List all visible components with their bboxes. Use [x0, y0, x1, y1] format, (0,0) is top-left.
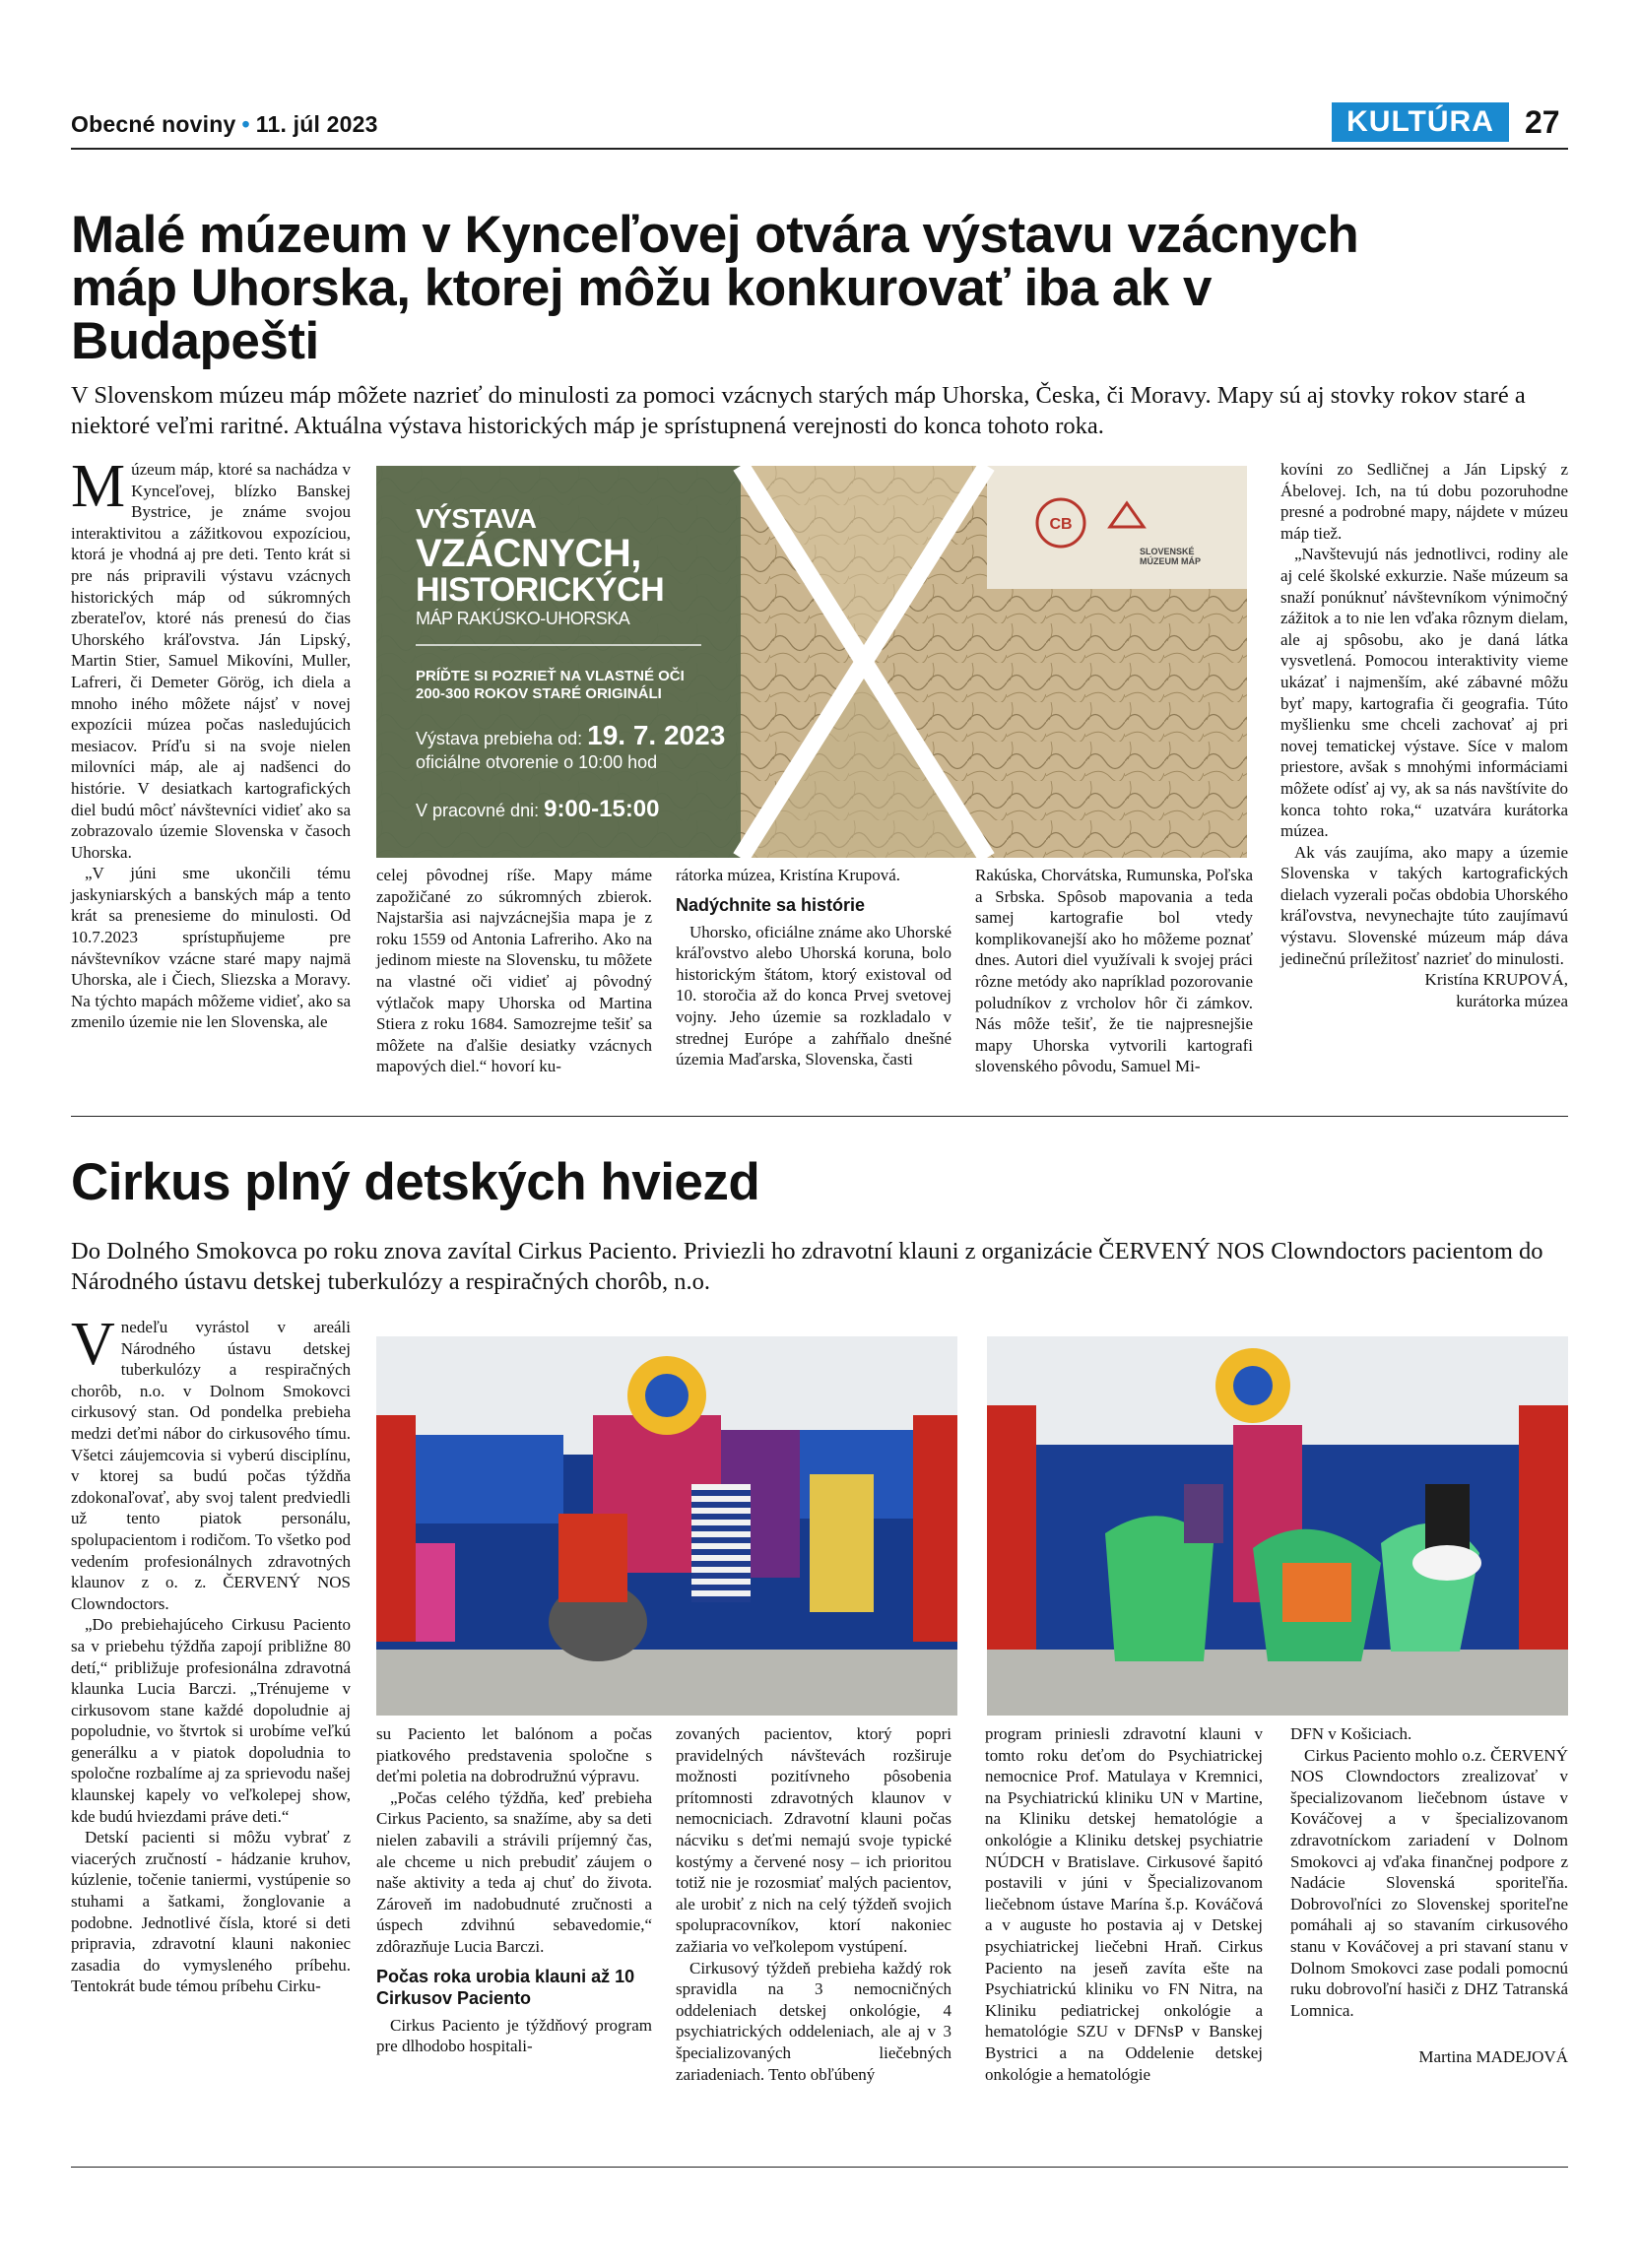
paragraph: Rakúska, Chorvátska, Rumunska, Poľska a Srbska. Spôsob mapovania a teda samej kartografie bol vtedy komplikovanejší ako ho môžeme poznať dnes. Autori diel využívali k svojej práci rôzne metódy ako napríklad pozorovanie poludníkov z vrcholov hôr či zámkov. Nás môže tešiť, že tie najpresnejšie mapy Uhorska vytvorili kartografi slovenského pôvodu, Samuel Mi-: [975, 866, 1253, 1076]
article1-col5: [1280, 459, 1568, 1011]
paper-name: Obecné noviny: [71, 111, 236, 137]
poster-sub-line: 200-300 ROKOV STARÉ ORIGINÁLI: [416, 685, 662, 702]
poster-title-line: VZÁCNYCH,: [416, 531, 641, 575]
paragraph: rátorka múzea, Kristína Krupová.: [676, 866, 900, 884]
museum-logo-text: SLOVENSKÉ MÚZEUM MÁP: [1140, 547, 1201, 566]
article1-col3: [676, 865, 951, 1070]
article2-subhead: Počas roka urobia klauni až 10 Cirkusov Paciento: [376, 1966, 635, 2008]
poster-date: [416, 720, 726, 774]
paragraph: „Počas celého týždňa, keď prebieha Cirkus Paciento, sa snažíme, aby sa deti nielen zabavili a strávili príjemný čas, ale chceme u nich prebudiť záujem o naše aktivity a teda aj chuť do života. Zároveň im nadobudnuté zručnosti a úspech zdvihnú sebavedomie,“ zdôrazňuje Lucia Barczi.: [376, 1787, 652, 1956]
circus-photo-2-graphic: [987, 1336, 1568, 1716]
article1-subhead: Nadýchnite sa histórie: [676, 894, 866, 915]
issue-date: 11. júl 2023: [255, 111, 378, 137]
poster-opening: oficiálne otvorenie o 10:00 hod: [416, 752, 658, 772]
page-number: 27: [1525, 104, 1560, 140]
paragraph: nedeľu vyrástol v areáli Národného ústavu detskej tuberkulózy a respiračných chorôb, n.o. v Dolnom Smokovci cirkusový stan. Od pondelka prebieha medzi deťmi nábor do cirkusového tímu. Všetci záujemcovia si vyberú disciplínu, v ktorej sa budú počas týždňa zdokonaľovať, aby svoj talent predviedli už tento piatok personálu, spolupacientom i rodičom. To všetko pod vedením profesionálnych zdravotných klaunov z o. z. ČERVENÝ NOS Clowndoctors.: [71, 1318, 351, 1613]
paragraph: Uhorsko, oficiálne známe ako Uhorské kráľovstvo alebo Uhorská koruna, bolo historickým štátom, ktorý existoval od 10. storočia až do konca Prvej svetovej vojny. Jeho územie sa rozkladalo v strednej Európe a zahŕňalo dnešné územia Maďarska, Slovenska, časti: [676, 922, 951, 1069]
paragraph: Detskí pacienti si môžu vybrať z viacerých zručností - hádzanie kruhov, kúzlenie, točenie taniermi, vystúpenie so stuhami a šatkami, žonglovanie a podobne. Jednotlivé čísla, ktoré si deti pripravia, zdravotní klauni nakoniec zasadia do vymysleného príbehu. Tentokrát bude témou príbehu Cirku-: [71, 1828, 351, 1996]
svg-text:CB: CB: [1049, 516, 1073, 533]
article-separator: [71, 1116, 1568, 1117]
article1-col2: [376, 865, 652, 1077]
paragraph: úzeum máp, ktoré sa nachádza v Kynceľovej, blízko Banskej Bystrice, je známe svojou interaktivitou a zážitkovou expozíciou, ktorá je vhodná aj pre deti. Tento krát si pre nás pripravili výstavu vzácnych historických máp od súkromných zberateľov, ktoré nás prenesú do čias Uhorského kráľovstva. Ján Lipský, Martin Stier, Samuel Mikovíni, Muller, Lafreri, či Demeter Görög, ich diela a mnoho iného môžete nájsť v novej expozícii múzea počas nasledujúcich mesiacov. Príďu si na svoje nielen milovníci máp, ale aj nadšenci do histórie. V desiatkach kartografických diel budú môcť návštevníci vidieť ako sa zobrazovalo územie Slovenska v časoch Uhorska.: [71, 460, 351, 862]
author-name: Martina MADEJOVÁ: [1418, 2047, 1568, 2067]
paragraph: „Navštevujú nás jednotlivci, rodiny ale aj celé školské exkurzie. Naše múzeum sa snaží ponúknuť návštevníkom výnimočný zážitok a to nie len vďaka rôznym dielam, ale aj spôsobu, ako je daná látka vysvetlená. Pomocou interaktivity vieme ukázať i najmenším, aké zábavné môžu byť mapy, kartografia či geografia. Túto myšlienku sme chceli zachovať aj pri novej tematickej výstave. Síce v malom priestore, avšak s mnohými informáciami môžete odísť aj vy, ak sa nás navštívite do konca tohto roka,“ uzatvára kurátorka múzea.: [1280, 545, 1568, 841]
poster-title-line: VÝSTAVA: [416, 503, 537, 534]
article2-col1: [71, 1311, 351, 1997]
paragraph: Cirkusový týždeň prebieha každý rok spravidla na 3 nemocničných oddeleniach detskej onkológie, 4 psychiatrických oddeleniach, ale aj v 3 špecializovaných liečebných zariadeniach. Tento obľúbený: [676, 1958, 951, 2084]
dropcap: V: [71, 1311, 115, 1378]
article1-title: Malé múzeum v Kynceľovej otvára výstavu vzácnych máp Uhorska, ktorej môžu konkurovať iba ak v Budapešti: [71, 206, 1359, 370]
article2-col4: [985, 1723, 1263, 2085]
paragraph: Ak vás zaujíma, ako mapy a územie Slovenska v takých kartografických dielach vyzerali počas obdobia Uhorského kráľovstva, nevynechajte túto zaujímavú výstavu. Slovenské múzeum máp dáva jedinečnú príležitosť nazrieť do minulosti.: [1280, 842, 1568, 968]
paragraph: program priniesli zdravotní klauni v tomto roku deťom do Psychiatrickej nemocnice Prof. Matulaya v Kremnici, na Psychiatrickú kliniku UN v Martine, na Kliniku detskej hematológie a onkológie a Kliniku detskej psychiatrie NÚDCH v Bratislave. Cirkusové šapitó postavili v júni v Špecializovanom liečebnom ústave Marína š.p. Kováčová a v auguste ho postavia aj v Detskej psychiatrickej liečebni Hraň. Cirkus Paciento na jeseň zavíta ešte na Psychiatrickú kliniku vo FN Nitra, na Kliniku pediatrickej onkológie a hematológie SZU v DFNsP v Banskej Bystrici a na Oddelenie detskej onkológie a hematológie: [985, 1724, 1263, 2084]
masthead: [71, 111, 378, 138]
paragraph: su Paciento let balónom a počas piatkového predstavenia spoločne s deťmi poletia na dobrodružnú výpravu.: [376, 1724, 652, 1786]
author-role: kurátorka múzea: [1456, 991, 1568, 1010]
article1-col4: [975, 865, 1253, 1077]
poster-title: [416, 505, 664, 627]
poster-title-line: HISTORICKÝCH: [416, 571, 665, 610]
article1-col1: [71, 453, 351, 1033]
poster-subtitle: [416, 668, 685, 703]
paragraph: celej pôvodnej ríše. Mapy máme zapožičané zo súkromných zbierok. Najstaršia asi najvzácnejšia mapa je z roku 1559 od Antonia Lafreriho. Ako na jedinom mieste na Slovensku, tu môžete na vlastné oči vidieť aj pôvodný výtlačok mapy Uhorska od Martina Stiera z roku 1684. Samozrejme tešiť sa môžete na ďalšie desiatky vzácnych mapových diel.“ hovorí ku-: [376, 866, 652, 1076]
paragraph: „V júni sme ukončili tému jaskyniarských a banských máp a tento krát sa prenesieme do minulosti. Od 10.7.2023 sprístupňujeme pre návštevníkov vzácne staré mapy najmä Uhorska, ale i Čiech, Sliezska a Moravy. Na týchto mapách môžeme vidieť, ako sa zmenilo územie nie len Slovenska, ale: [71, 864, 351, 1032]
article2-title: Cirkus plný detských hviezd: [71, 1153, 760, 1211]
article2-col2: [376, 1723, 652, 2057]
poster-hours-value: 9:00-15:00: [544, 796, 660, 822]
circus-photo-1-graphic: [376, 1336, 957, 1716]
article2-lead: Do Dolného Smokovca po roku znova zavítal Cirkus Paciento. Priviezli ho zdravotní klauni z organizácie ČERVENÝ NOS Clowndoctors pacientom do Národného ústavu detskej tuberkulózy a respiračných chorôb, n.o.: [71, 1238, 1543, 1295]
poster-title-line: MÁP RAKÚSKO-UHORSKA: [416, 609, 630, 629]
paragraph: kovíni zo Sedličnej a Ján Lipský z Ábelovej. Ich, na tú dobu pozoruhodne presné a podrobné mapy, nájdete v múzeu máp tiež.: [1280, 460, 1568, 543]
exhibition-poster: [376, 466, 1247, 858]
separator-dot: •: [241, 111, 250, 137]
paragraph: Cirkus Paciento mohlo o.z. ČERVENÝ NOS Clowndoctors zrealizovať v špecializovanom liečebnom ústave v Kováčovej a v špecializovanom zdravotníckom zariadení v Dolnom Smokovci aj vďaka finančnej podpore z Nadácie Slovenská sporiteľňa. Dobrovoľníci zo Slovenskej sporiteľne pomáhali aj so stavaním cirkusového stanu v Kováčovej a pri stavaní stanu v Dolnom Smokovci zase podali pomocnú ruku dobrovoľní hasiči z DHZ Tatranská Lomnica.: [1290, 1745, 1568, 2020]
poster-date-value: 19. 7. 2023: [587, 720, 726, 750]
dropcap: M: [71, 453, 126, 520]
paragraph: Cirkus Paciento je týždňový program pre dlhodobo hospitali-: [376, 2015, 652, 2056]
paragraph: „Do prebiehajúceho Cirkusu Paciento sa v priebehu týždňa zapojí približne 80 detí,“ približuje profesionálna zdravotná klaunka Lucia Barczi. „Trénujeme v cirkusovom stane každé dopoludnie aj popoludnie, vo štvrtok si urobíme veľkú generálku a v piatok dopoludnia to spoločne rozbalíme aj za sprievodu našej klaunskej kapely vo veľkolepej show, kde budú hviezdami práve deti.“: [71, 1615, 351, 1826]
poster-hours: [416, 796, 660, 823]
article2-col5: [1290, 1723, 1568, 2068]
circus-photo-2: [987, 1336, 1568, 1716]
paragraph: zovaných pacientov, ktorý popri pravidelných návštevách rozširuje možnosti pozitívneho pôsobenia prítomnosti zdravotných klaunov v nemocniciach. Zdravotní klauni počas nácviku s deťmi nemajú svoje typické kostýmy a červené nosy – ich prioritou totiž nie je rozosmiať malých pacientov, ale urobiť z nich na celý týždeň svojich spolupracovníkov, ktorí nakoniec zažiaria vo veľkolepom vystúpení.: [676, 1724, 951, 1956]
poster-hours-label: V pracovné dni:: [416, 801, 540, 820]
header-rule: [71, 148, 1568, 150]
poster-date-label: Výstava prebieha od:: [416, 729, 583, 748]
paragraph: DFN v Košiciach.: [1290, 1724, 1412, 1743]
article2-col3: [676, 1723, 951, 2085]
article1-lead: V Slovenskom múzeu máp môžete nazrieť do minulosti za pomoci vzácnych starých máp Uhorska, Česka, či Moravy. Mapy sú aj stovky rokov staré a niektoré veľmi raritné. Aktuálna výstava historických máp je sprístupnená verejnosti do konca tohoto roka.: [71, 382, 1526, 439]
section-badge: KULTÚRA: [1332, 102, 1509, 142]
poster-sub-line: PRÍĎTE SI POZRIEŤ NA VLASTNÉ OČI: [416, 668, 685, 684]
author-name: Kristína KRUPOVÁ,: [1424, 970, 1568, 990]
circus-photo-1: [376, 1336, 957, 1716]
footer-rule: [71, 2167, 1568, 2168]
